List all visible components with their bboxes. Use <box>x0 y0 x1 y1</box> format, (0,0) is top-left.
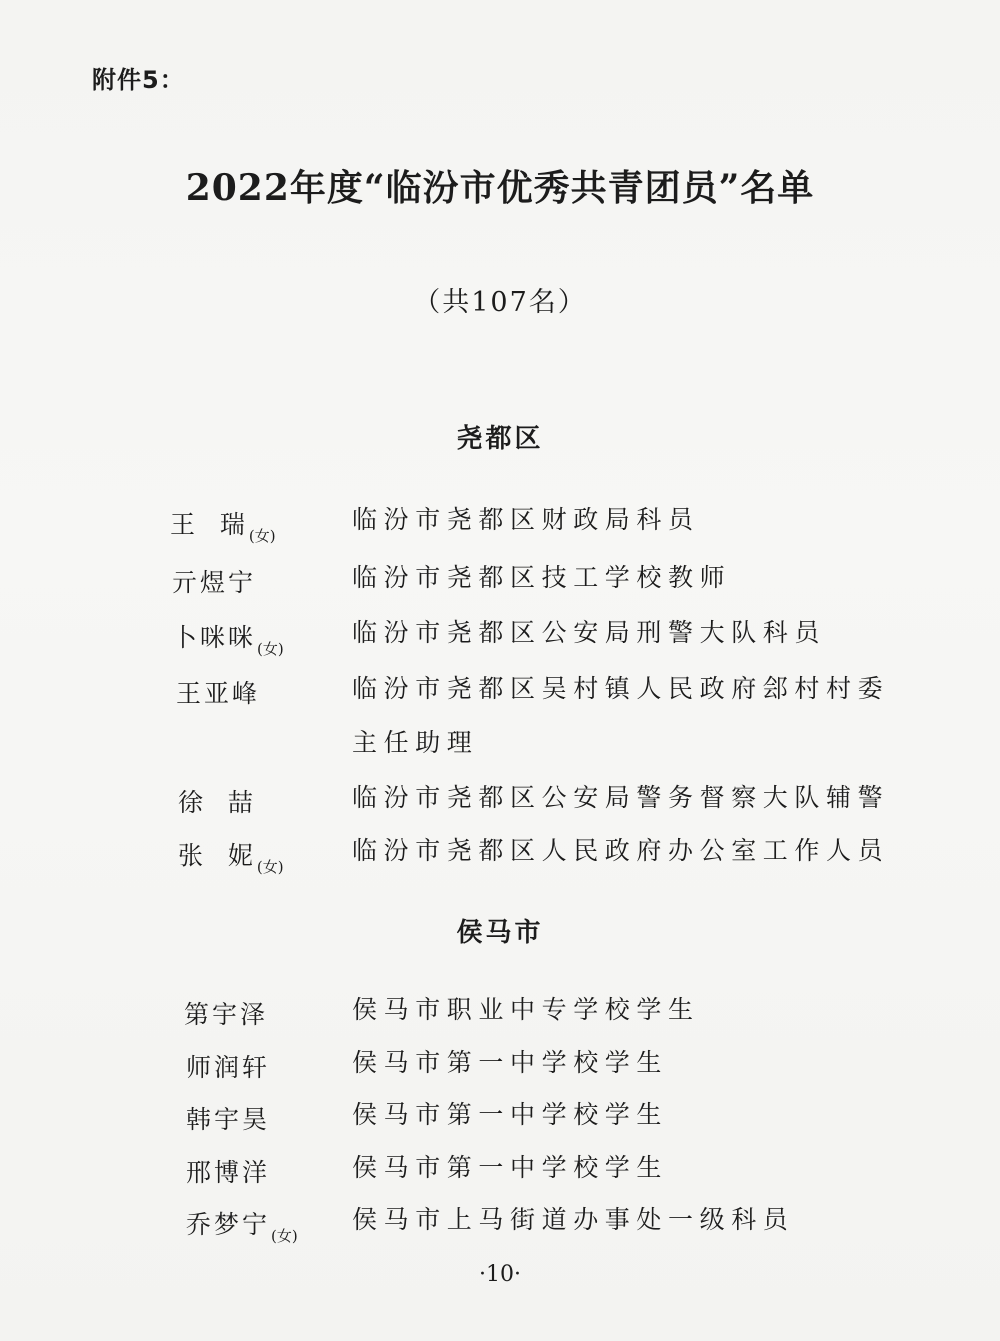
member-name: 王亚峰 <box>176 679 261 708</box>
member-name: 师润轩 <box>186 1053 271 1082</box>
section-heading-yaodu: 尧都区 <box>456 424 544 454</box>
total-count-note: （共107名） <box>413 287 587 318</box>
list-item <box>0 505 1000 557</box>
member-organization: 侯马市第一中学校学生 <box>352 1048 669 1077</box>
list-item <box>0 674 1000 784</box>
member-name: 王 瑞$_{(女)}$ <box>170 510 276 545</box>
member-organization: 临汾市尧都区财政局科员 <box>352 505 700 534</box>
attachment-label: 附件5： <box>92 66 185 94</box>
list-item <box>0 836 1000 888</box>
member-name: 邢博洋 <box>186 1158 271 1187</box>
page-number: ·10· <box>479 1262 521 1287</box>
member-organization: 侯马市上马街道办事处一级科员 <box>352 1205 795 1234</box>
gender-note: (女) <box>256 858 284 876</box>
member-name: 乔梦宁$_{(女)}$ <box>186 1210 298 1245</box>
page-title: 2022年度“临汾市优秀共青团员”名单 <box>185 167 815 209</box>
member-organization: 临汾市尧都区人民政府办公室工作人员 <box>352 836 890 865</box>
member-organization: 侯马市职业中专学校学生 <box>352 995 700 1024</box>
member-name: 韩宇昊 <box>186 1105 271 1134</box>
gender-note: (女) <box>248 527 276 545</box>
member-name: 第宇泽 <box>184 1000 269 1029</box>
member-organization: 临汾市尧都区公安局刑警大队科员 <box>352 618 827 647</box>
member-name: 卜咪咪$_{(女)}$ <box>172 623 284 658</box>
member-name: 徐 喆 <box>178 788 256 817</box>
member-organization: 临汾市尧都区技工学校教师 <box>352 563 732 592</box>
list-item <box>0 1205 1000 1257</box>
member-name: 亓煜宁 <box>172 568 257 597</box>
gender-note: (女) <box>257 640 284 658</box>
member-organization: 侯马市第一中学校学生 <box>352 1153 669 1182</box>
member-organization: 临汾市尧都区吴村镇人民政府郐村村委主任助理 <box>352 674 890 757</box>
member-name: 张 妮$_{(女)}$ <box>178 841 284 876</box>
gender-note: (女) <box>271 1227 298 1245</box>
member-organization: 临汾市尧都区公安局警务督察大队辅警 <box>352 783 890 812</box>
member-organization: 侯马市第一中学校学生 <box>352 1100 669 1129</box>
section-heading-houma: 侯马市 <box>456 918 544 948</box>
